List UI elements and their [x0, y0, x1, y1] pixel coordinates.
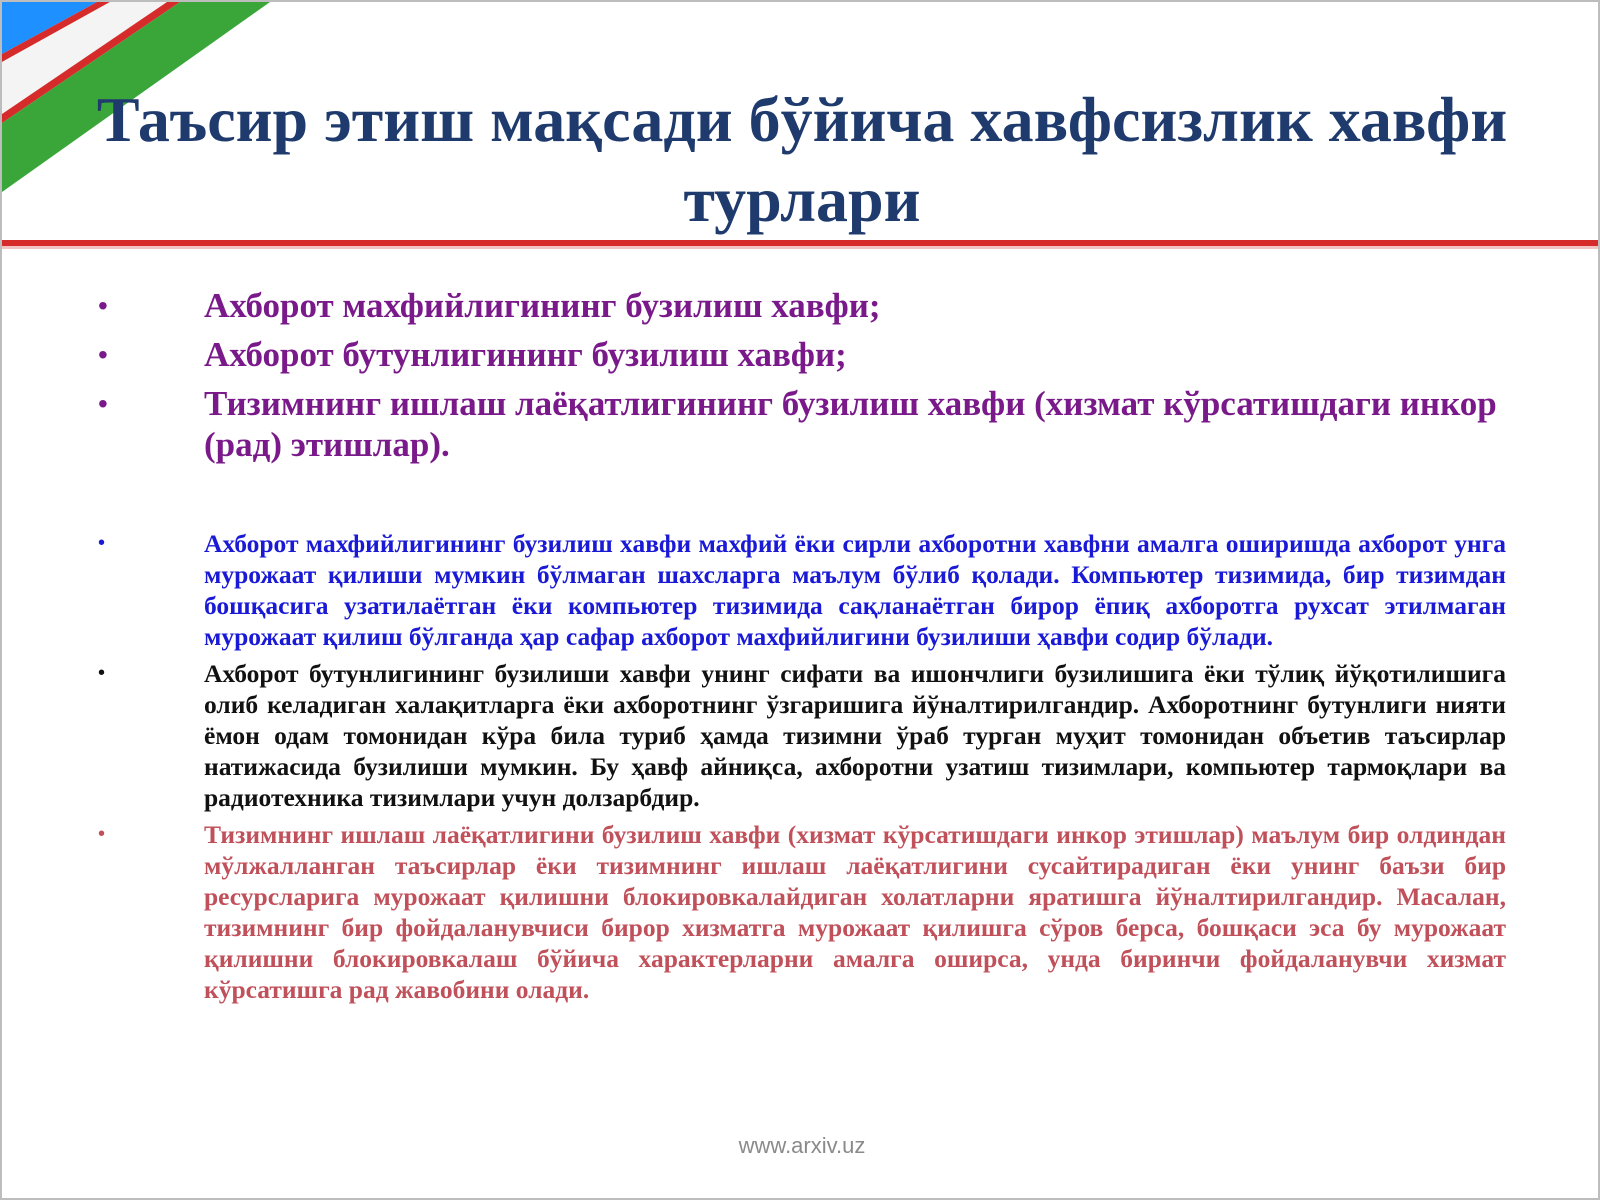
bullet-icon: •	[98, 388, 108, 419]
bullet-icon: •	[98, 823, 106, 845]
bullet-icon: •	[98, 339, 108, 370]
list-item	[2, 285, 1600, 326]
threat-type-availability: Тизимнинг ишлаш лаёқатлигининг бузилиш хавфи (хизмат кўрсатишдаги инкор (рад) этишлар).	[204, 384, 1497, 464]
threat-types-list	[2, 285, 1600, 473]
list-item	[2, 528, 1600, 652]
threat-descriptions-list	[2, 528, 1600, 1011]
bullet-icon: •	[98, 290, 108, 321]
list-item	[2, 658, 1600, 813]
title-divider-shadow	[2, 246, 1600, 249]
list-item	[2, 334, 1600, 375]
list-item	[2, 819, 1600, 1005]
description-confidentiality: Ахборот махфийлигининг бузилиш хавфи махфий ёки сирли ахборотни хавфни амалга оширишда ахборот унга мурожаат қилиши мумкин бўлмаган шахсларга маълум бўлиб қолади. Компьютер тизимида, бир тизимдан бошқасига узатилаётган ёки компьютер тизимида сақланаётган бирор ёпиқ ахборотга рухсат этилмаган мурожаат қилиш бўлганда ҳар сафар ахборот махфийлигини бузилиши ҳавфи содир бўлади.	[204, 529, 1506, 651]
footer-watermark: www.arxiv.uz	[738, 1133, 866, 1158]
list-item	[2, 383, 1600, 465]
slide-title: Таъсир этиш мақсади бўйича хавфсизлик хавфи турлари	[96, 84, 1508, 235]
description-availability: Тизимнинг ишлаш лаёқатлигини бузилиш хавфи (хизмат кўрсатишдаги инкор этишлар) маълум бир олдиндан мўлжалланган таъсирлар ёки тизимнинг ишлаш лаёқатлигини сусайтирадиган ёки унинг баъзи бир ресурсларига мурожаат қилишни блокировкалайдиган холатларни яратишга йўналтирилгандир. Масалан, тизимнинг бир фойдаланувчиси бирор хизматга мурожаат қилишга сўров берса, бошқаси эса бу мурожаат қилишни блокировкалаш бўйича характерларни амалга оширса, унда биринчи фойдаланувчи хизмат кўрсатишга рад жавобини олади.	[204, 820, 1506, 1004]
threat-type-integrity: Ахборот бутунлигининг бузилиш хавфи;	[204, 335, 847, 374]
bullet-icon: •	[98, 532, 106, 554]
threat-type-confidentiality: Ахборот махфийлигининг бузилиш хавфи;	[204, 286, 881, 325]
bullet-icon: •	[98, 662, 106, 684]
description-integrity: Ахборот бутунлигининг бузилиши хавфи унинг сифати ва ишончлиги бузилишига ёки тўлиқ йўқотилишига олиб келадиган халақитларга ёки ахборотнинг ўзгаришига йўналтирилгандир. Ахборотнинг бутунлиги нияти ёмон одам томонидан кўра била туриб ҳамда тизимни ўраб турган муҳит томонидан объетив таъсирлар натижасида бузилиши мумкин. Бу ҳавф айниқса, ахборотни узатиш тизимлари, компьютер тармоқлари ва радиотехника тизимлари учун долзарбдир.	[204, 659, 1506, 812]
